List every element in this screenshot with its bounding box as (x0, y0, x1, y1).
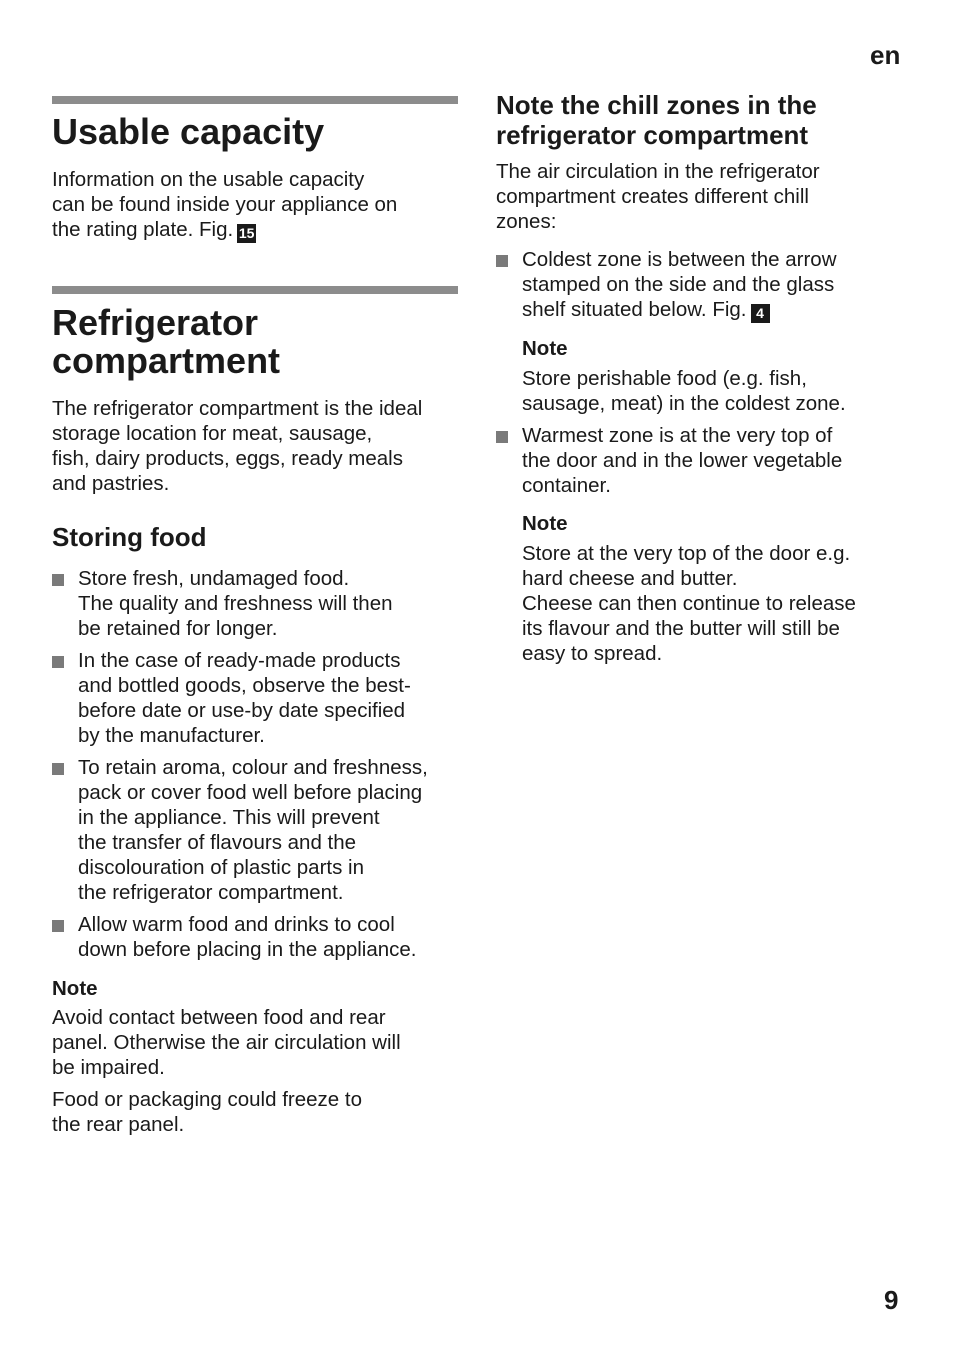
note-label: Note (522, 512, 568, 535)
page-number: 9 (884, 1285, 899, 1315)
list-item: Store fresh, undamaged food. The quality and freshness will then be retained for longer. (78, 567, 393, 640)
bullet-marker (52, 920, 64, 932)
section-rule (52, 96, 458, 104)
note-text: Store at the very top of the door e.g. hard cheese and butter. Cheese can then continue to release its flavour and the butter will still be easy to spread. (522, 542, 856, 665)
note-label: Note (522, 337, 568, 360)
figure-ref-badge: 15 (238, 225, 255, 241)
list-item: Warmest zone is at the very top of the door and in the lower vegetable container. (522, 424, 843, 497)
list-item: Coldest zone is between the arrow stamped on the side and the glass shelf situated below. Fig. 4 (522, 248, 837, 321)
usable-capacity-text: Information on the usable capacity can be found inside your appliance on the rating plate. Fig. 15 (52, 168, 398, 241)
note-text: Avoid contact between food and rear panel. Otherwise the air circulation will be impaired. (52, 1006, 401, 1079)
list-item: In the case of ready-made products and bottled goods, observe the best- before date or use-by date specified by the manufacturer. (78, 649, 411, 747)
note-label: Note (52, 977, 98, 1000)
chill-zones-intro: The air circulation in the refrigerator compartment creates different chill zones: (496, 160, 820, 233)
figure-ref-badge: 4 (751, 304, 770, 323)
bullet-marker (496, 255, 508, 267)
bullet-marker (52, 763, 64, 775)
section-rule (52, 286, 458, 294)
note-text: Store perishable food (e.g. fish, sausage, meat) in the coldest zone. (522, 367, 846, 415)
refrigerator-intro-text: The refrigerator compartment is the ideal storage location for meat, sausage, fish, dairy products, eggs, ready meals and pastries. (52, 397, 423, 495)
list-item: To retain aroma, colour and freshness, pack or cover food well before placing in the appliance. This will prevent the transfer of flavours and the discolouration of plastic parts in the refrigerator compartment. (78, 756, 428, 904)
list-item: Allow warm food and drinks to cool down before placing in the appliance. (78, 913, 417, 961)
bullet-marker (52, 574, 64, 586)
note-text: Food or packaging could freeze to the rear panel. (52, 1088, 362, 1136)
bullet-marker (52, 656, 64, 668)
language-label: en (870, 40, 901, 70)
chill-zones-heading: Note the chill zones in the refrigerator compartment (496, 90, 817, 150)
bullet-marker (496, 431, 508, 443)
refrigerator-compartment-heading: Refrigerator compartment (52, 302, 281, 381)
storing-food-heading: Storing food (52, 522, 207, 552)
usable-capacity-heading: Usable capacity (52, 111, 325, 152)
